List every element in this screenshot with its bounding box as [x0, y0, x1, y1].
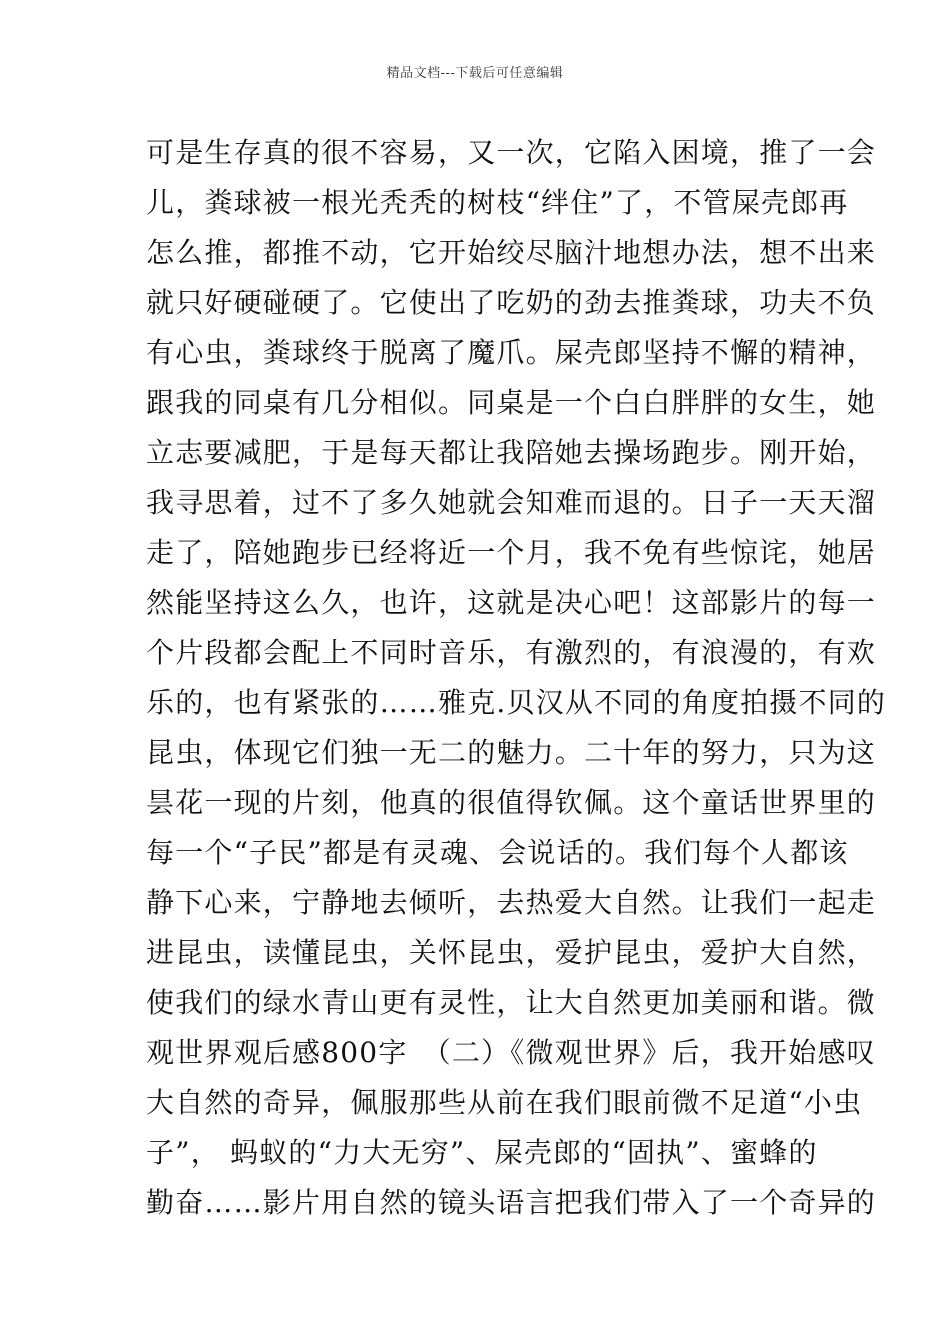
- text-line: 昙花一现的片刻，他真的很值得钦佩。这个童话世界里的: [146, 786, 877, 819]
- text-line: 有心虫，粪球终于脱离了魔爪。屎壳郎坚持不懈的精神，: [146, 336, 877, 369]
- text-line: 每一个“子民”都是有灵魂、会说话的。我们每个人都该: [146, 836, 849, 869]
- body-text: [146, 128, 887, 1228]
- text-line: 可是生存真的很不容易，又一次，它陷入困境，推了一会: [146, 136, 877, 169]
- text-line: 就只好硬碰硬了。它使出了吃奶的劲去推粪球，功夫不负: [146, 286, 877, 319]
- text-line: 跟我的同桌有几分相似。同桌是一个白白胖胖的女生，她: [146, 386, 877, 419]
- text-line: 儿，粪球被一根光秃秃的树枝“绊住”了，不管屎壳郎再: [146, 186, 849, 219]
- text-line: 我寻思着，过不了多久她就会知难而退的。日子一天天溜: [146, 486, 877, 519]
- text-line: 然能坚持这么久，也许，这就是决心吧！这部影片的每一: [146, 586, 877, 619]
- text-line: 勤奋……影片用自然的镜头语言把我们带入了一个奇异的: [146, 1186, 877, 1219]
- text-line: 大自然的奇异，佩服那些从前在我们眼前微不足道“小虫: [146, 1086, 863, 1119]
- text-line: 立志要减肥，于是每天都让我陪她去操场跑步。刚开始，: [146, 436, 877, 469]
- text-line: 观世界观后感800字 （二）《微观世界》后，我开始感叹: [146, 1036, 876, 1069]
- text-line: 使我们的绿水青山更有灵性，让大自然更加美丽和谐。微: [146, 986, 877, 1019]
- text-line: 走了，陪她跑步已经将近一个月，我不免有些惊诧，她居: [146, 536, 877, 569]
- text-line: 乐的，也有紧张的……雅克.贝汉从不同的角度拍摄不同的: [146, 686, 887, 719]
- text-line: 子”， 蚂蚁的“力大无穷”、屎壳郎的“固执”、蜜蜂的: [146, 1136, 818, 1169]
- text-line: 怎么推，都推不动，它开始绞尽脑汁地想办法，想不出来: [146, 236, 877, 269]
- text-line: 个片段都会配上不同时音乐，有激烈的，有浪漫的，有欢: [146, 636, 877, 669]
- text-line: 进昆虫，读懂昆虫，关怀昆虫，爱护昆虫，爱护大自然，: [146, 936, 877, 969]
- text-line: 静下心来，宁静地去倾听，去热爱大自然。让我们一起走: [146, 886, 877, 919]
- text-line: 昆虫，体现它们独一无二的魅力。二十年的努力，只为这: [146, 736, 877, 769]
- page-header: 精品文档---下载后可任意编辑: [386, 66, 564, 81]
